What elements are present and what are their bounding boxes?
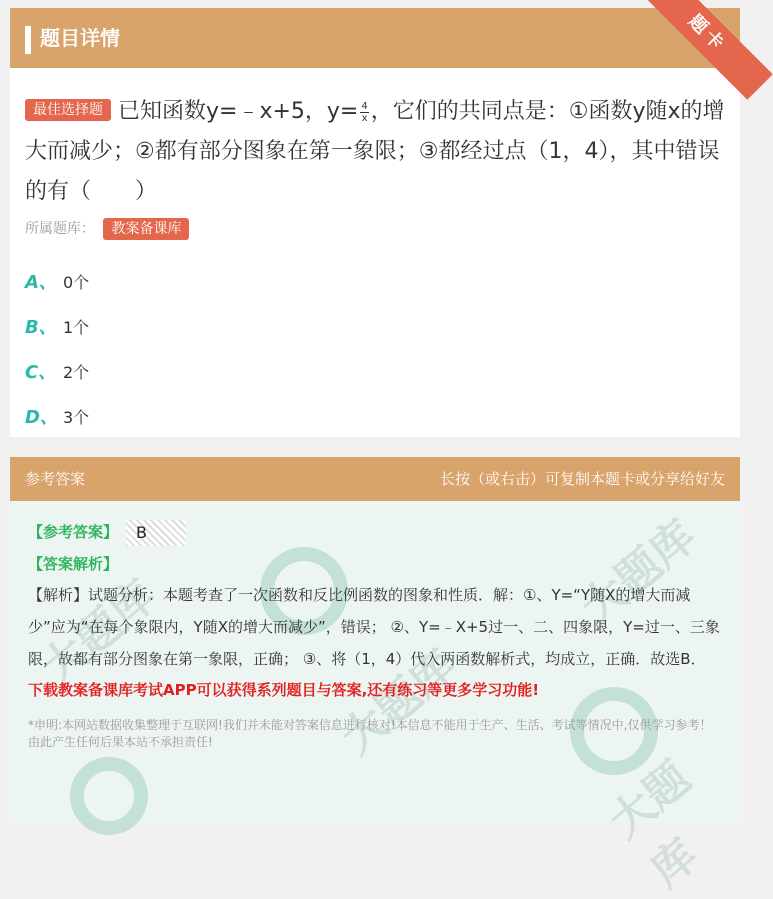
watermark-text: 大题库 [571,510,706,635]
section-gap [0,437,750,457]
option-text: 0个 [63,273,90,292]
option-a[interactable] [25,260,725,305]
share-hint[interactable]: 长按（或右击）可复制本题卡或分享给好友 [439,470,725,488]
question-body [10,68,740,464]
options-list [25,260,725,464]
option-c[interactable] [25,350,725,395]
question-text-before: 已知函数y=﹣x+5，y= [118,99,359,124]
answer-header-title: 参考答案 [25,470,86,488]
answer-header [10,457,740,501]
option-text: 2个 [63,363,90,382]
fraction-denominator: x [361,112,368,124]
reference-answer-value: B [126,520,186,546]
option-letter: C、 [25,362,57,383]
option-b[interactable] [25,305,725,350]
watermark-text: 大题库 [31,570,166,695]
question-text [25,92,725,212]
question-text-after: ，它们的共同点是：①函数y随x的增大而减少；②都有部分图象在第一象限；③都经过点（1，4），其中错误的有（ ） [25,99,725,204]
disclaimer: *申明:本网站数据收集整理于互联网!我们并未能对答案信息进行核对!本信息不能用于生产、生活、考试等情况中,仅供学习参考！由此产生任何后果本站不承担责任! [28,718,712,749]
watermark-text: 大题库 [331,640,466,765]
option-letter: A、 [25,272,57,293]
source-label: 所属题库： [25,221,95,237]
reference-answer-label: 【参考答案】 [28,523,119,541]
analysis-label: 【答案解析】 [28,555,119,573]
option-text: 3个 [63,408,90,427]
fraction [360,101,368,124]
header-accent-bar [25,26,31,54]
answer-body [10,501,740,751]
page-title: 题目详情 [40,26,120,50]
option-text: 1个 [63,318,90,337]
question-card-ribbon[interactable]: 题卡 [641,0,773,100]
question-type-badge: 最佳选择题 [25,99,111,121]
answer-card [10,457,740,898]
question-source [25,216,725,242]
option-letter: B、 [25,317,57,338]
app-download-promo[interactable]: 下载教案备课库考试APP可以获得系列题目与答案,还有练习等更多学习功能! [28,681,540,699]
analysis-text: 【解析】试题分析：本题考查了一次函数和反比例函数的图象和性质．解：①、Y=“Y随X的增大而减少”应为“在每个象限内，Y随X的增大而减少”，错误； ②、Y=﹣X+5过一、二、四象限，Y=过一、三象限，故都有部分图象在第一象限，正确； ③、将（1，4）代入两函数解析式，均成立，正确．故选B． [28,586,720,668]
watermark-logo-circle [70,757,148,835]
fraction-numerator: 4 [361,100,368,112]
question-card [10,8,740,464]
option-d[interactable] [25,395,725,440]
source-tag[interactable]: 教案备课库 [103,218,189,240]
watermark-text: 大题库 [599,752,708,898]
option-letter: D、 [25,407,58,428]
reference-answer-row [28,515,722,549]
card-header [10,8,740,68]
